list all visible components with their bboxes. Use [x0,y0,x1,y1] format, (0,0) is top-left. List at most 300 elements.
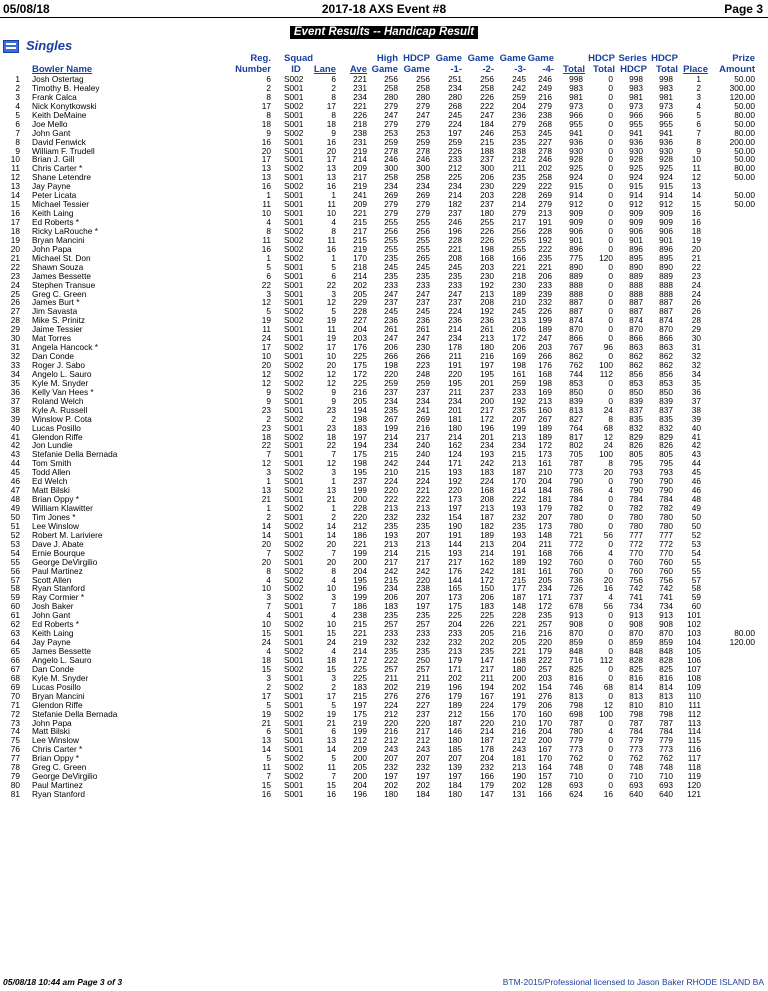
cell-series-hdcp: 825 [629,663,643,674]
cell-squad-id: S002 [284,762,304,773]
cell-reg-number: 14 [261,529,271,540]
cell-lane: 18 [326,431,336,442]
cell-total: 775 [569,252,583,263]
cell-place: 19 [691,234,701,245]
cell-series-hdcp: 640 [629,789,643,799]
table-icon [3,40,19,53]
cell-grand-total: 912 [659,199,673,210]
cell-hdcp-total: 12 [603,431,613,442]
cell-hdcp-total: 0 [608,476,613,487]
cell-game-1: 207 [448,753,462,764]
cell-squad-id: S001 [284,789,304,799]
cell-lane: 2 [331,681,336,692]
cell-game-2: 213 [480,333,494,344]
col-bowler-name: Bowler Name [32,64,93,75]
cell-high-game: 234 [384,395,398,406]
cell-series-hdcp: 798 [629,708,643,719]
cell-bowler-name: Kelly Van Hees * [32,386,94,397]
cell-game-4: 203 [538,342,552,353]
cell-series-hdcp: 837 [629,404,643,415]
cell-prize-amount: 50.00 [734,190,755,201]
cell-bowler-name: Tim Jones * [32,511,76,522]
cell-hdcp-game: 184 [416,789,430,799]
cell-rank: 78 [10,762,20,773]
cell-rank: 45 [10,467,20,478]
cell-game-2: 261 [480,324,494,335]
cell-hdcp-total: 0 [608,100,613,111]
cell-game-1: 235 [448,270,462,281]
cell-hdcp-game: 245 [416,306,430,317]
cell-grand-total: 896 [659,243,673,254]
cell-bowler-name: Paul Martinez [32,565,83,576]
cell-total: 767 [569,342,583,353]
cell-game-3: 187 [512,467,526,478]
cell-lane: 17 [326,342,336,353]
cell-squad-id: S001 [284,780,304,791]
cell-grand-total: 760 [659,556,673,567]
cell-rank: 60 [10,601,20,612]
cell-series-hdcp: 889 [629,270,643,281]
cell-series-hdcp: 710 [629,771,643,782]
cell-game-1: 220 [448,485,462,496]
cell-bowler-name: Jay Payne [32,181,71,192]
cell-grand-total: 756 [659,574,673,585]
cell-reg-number: 23 [261,404,271,415]
cell-average: 199 [353,485,367,496]
cell-total: 748 [569,762,583,773]
cell-series-hdcp: 790 [629,485,643,496]
cell-high-game: 235 [384,520,398,531]
cell-squad-id: S001 [284,699,304,710]
cell-high-game: 235 [384,404,398,415]
cell-lane: 1 [331,252,336,263]
cell-game-2: 192 [480,279,494,290]
cell-lane: 17 [326,100,336,111]
cell-game-4: 179 [538,503,552,513]
cell-high-game: 193 [384,529,398,540]
cell-grand-total: 814 [659,681,673,692]
cell-game-3: 190 [512,771,526,782]
cell-game-1: 196 [448,225,462,236]
cell-game-2: 189 [480,529,494,540]
cell-hdcp-total: 68 [603,422,613,433]
cell-bowler-name: Stefanie Della Bernada [32,449,118,460]
cell-game-4: 176 [538,360,552,370]
cell-hdcp-total: 0 [608,494,613,505]
cell-grand-total: 772 [659,538,673,549]
cell-grand-total: 835 [659,413,673,424]
cell-hdcp-game: 222 [416,494,430,505]
cell-game-1: 191 [448,529,462,540]
cell-game-3: 259 [512,377,526,388]
cell-hdcp-game: 217 [416,726,430,737]
cell-game-1: 191 [448,360,462,370]
cell-hdcp-game: 215 [416,547,430,558]
cell-series-hdcp: 895 [629,252,643,263]
cell-average: 221 [353,74,367,84]
cell-game-1: 171 [448,663,462,674]
cell-series-hdcp: 793 [629,467,643,478]
cell-lane: 14 [326,529,336,540]
cell-total: 874 [569,315,583,326]
cell-game-2: 237 [480,154,494,165]
cell-grand-total: 848 [659,646,673,656]
cell-prize-amount: 300.00 [729,82,755,93]
cell-reg-number: 3 [266,672,271,683]
cell-game-1: 224 [448,118,462,129]
cell-bowler-name: Scott Allen [32,574,72,585]
cell-series-hdcp: 915 [629,181,643,192]
cell-squad-id: S002 [284,753,304,764]
cell-hdcp-total: 0 [608,127,613,138]
cell-series-hdcp: 973 [629,100,643,111]
cell-hdcp-game: 219 [416,681,430,692]
cell-grand-total: 760 [659,565,673,576]
cell-hdcp-total: 120 [599,252,613,263]
cell-grand-total: 966 [659,109,673,120]
cell-hdcp-game: 259 [416,377,430,388]
cell-total: 827 [569,413,583,424]
cell-high-game: 214 [384,431,398,442]
cell-game-3: 170 [512,708,526,719]
cell-hdcp-total: 0 [608,780,613,791]
cell-reg-number: 8 [266,225,271,236]
cell-place: 46 [691,476,701,487]
cell-high-game: 255 [384,234,398,245]
cell-game-2: 182 [480,520,494,531]
cell-hdcp-game: 207 [416,592,430,603]
cell-hdcp-total: 0 [608,351,613,362]
cell-average: 221 [353,100,367,111]
cell-game-1: 202 [448,672,462,683]
cell-grand-total: 888 [659,288,673,299]
cell-bowler-name: Nick Konytkowski [32,100,97,111]
cell-lane: 10 [326,583,336,594]
cell-hdcp-game: 220 [416,574,430,585]
cell-game-3: 193 [512,529,526,540]
cell-game-4: 269 [538,190,552,201]
cell-squad-id: S002 [284,342,304,353]
cell-total: 786 [569,485,583,496]
cell-game-1: 251 [448,74,462,84]
cell-squad-id: S002 [284,503,304,513]
cell-hdcp-total: 0 [608,690,613,701]
cell-series-hdcp: 777 [629,529,643,540]
cell-game-4: 279 [538,199,552,210]
cell-game-1: 236 [448,315,462,326]
cell-squad-id: S001 [284,333,304,344]
cell-rank: 35 [10,377,20,388]
cell-average: 221 [353,538,367,549]
cell-grand-total: 889 [659,270,673,281]
cell-average: 212 [353,735,367,746]
cell-average: 198 [353,413,367,424]
cell-place: 114 [687,726,701,737]
cell-bowler-name: James Burt * [32,297,80,308]
footer-timestamp: 05/08/18 10:44 am Page 3 of 3 [3,977,123,987]
cell-lane: 11 [327,234,336,245]
cell-series-hdcp: 856 [629,368,643,379]
cell-average: 214 [353,646,367,656]
cell-place: 55 [691,556,701,567]
cell-rank: 68 [10,672,20,683]
cell-hdcp-total: 0 [608,145,613,156]
cell-squad-id: S001 [284,449,304,460]
cell-reg-number: 20 [261,556,271,567]
cell-average: 219 [353,181,367,192]
cell-bowler-name: Lucas Posillo [32,681,81,692]
cell-series-hdcp: 762 [629,753,643,764]
cell-total: 889 [569,270,583,281]
cell-grand-total: 870 [659,324,673,335]
cell-reg-number: 10 [261,619,271,630]
cell-place: 24 [691,279,701,290]
cell-place: 49 [691,503,701,513]
cell-hdcp-total: 0 [608,565,613,576]
cell-game-4: 213 [538,395,552,406]
cell-squad-id: S001 [284,199,304,210]
cell-game-1: 212 [448,163,462,174]
cell-hdcp-total: 0 [608,163,613,174]
cell-rank: 13 [10,181,20,192]
cell-rank: 61 [10,610,20,621]
cell-bowler-name: Angela Hancock * [32,342,98,353]
cell-hdcp-game: 280 [416,91,430,102]
cell-game-3: 215 [512,449,526,460]
cell-average: 205 [353,395,367,406]
cell-reg-number: 6 [266,270,271,281]
cell-hdcp-game: 247 [416,109,430,120]
cell-game-2: 206 [480,592,494,603]
cell-rank: 8 [15,136,20,147]
cell-game-4: 257 [538,663,552,674]
cell-place: 118 [687,762,701,773]
cell-squad-id: S001 [284,690,304,701]
cell-place: 22 [691,261,701,272]
cell-hdcp-game: 232 [416,511,430,522]
cell-place: 58 [691,583,701,594]
cell-game-3: 235 [512,404,526,415]
cell-bowler-name: Kyle A. Russell [32,404,88,415]
cell-grand-total: 909 [659,217,673,227]
cell-game-2: 168 [480,252,494,263]
cell-series-hdcp: 773 [629,744,643,755]
cell-game-2: 198 [480,243,494,254]
cell-lane: 4 [331,574,336,585]
cell-lane: 5 [331,699,336,710]
cell-grand-total: 853 [659,377,673,388]
cell-game-2: 184 [480,118,494,129]
cell-reg-number: 12 [261,458,271,469]
cell-game-1: 144 [448,574,462,585]
cell-average: 215 [353,217,367,227]
cell-high-game: 232 [384,637,398,648]
cell-hdcp-game: 300 [416,163,430,174]
cell-lane: 20 [326,360,336,370]
cell-total: 925 [569,163,583,174]
cell-high-game: 222 [384,494,398,505]
cell-game-2: 214 [480,547,494,558]
cell-reg-number: 10 [261,583,271,594]
cell-grand-total: 901 [659,234,673,245]
cell-series-hdcp: 936 [629,136,643,147]
cell-average: 214 [353,270,367,281]
cell-average: 219 [353,717,367,728]
cell-lane: 7 [331,601,336,612]
cell-average: 200 [353,771,367,782]
cell-game-1: 185 [448,744,462,755]
cell-grand-total: 973 [659,100,673,111]
cell-game-4: 157 [538,771,552,782]
cell-hdcp-total: 0 [608,297,613,308]
cell-series-hdcp: 826 [629,440,643,451]
cell-total: 790 [569,476,583,487]
cell-rank: 63 [10,628,20,639]
cell-average: 219 [353,637,367,648]
cell-game-4: 200 [538,735,552,746]
cell-hdcp-game: 235 [416,270,430,281]
cell-high-game: 215 [384,574,398,585]
cell-hdcp-game: 213 [416,503,430,513]
cell-game-2: 166 [480,771,494,782]
cell-total: 966 [569,109,583,120]
cell-hdcp-game: 234 [416,395,430,406]
cell-total: 737 [569,592,583,603]
cell-average: 172 [353,654,367,665]
cell-grand-total: 863 [659,342,673,353]
cell-game-3: 215 [512,574,526,585]
cell-rank: 10 [10,154,20,165]
cell-game-1: 195 [448,377,462,388]
cell-place: 28 [691,315,701,326]
cell-series-hdcp: 862 [629,360,643,370]
cell-series-hdcp: 930 [629,145,643,156]
cell-bowler-name: Chris Carter * [32,163,83,174]
cell-place: 59 [691,592,701,603]
cell-series-hdcp: 909 [629,217,643,227]
cell-game-4: 167 [538,744,552,755]
cell-lane: 12 [326,297,336,308]
cell-rank: 75 [10,735,20,746]
cell-series-hdcp: 772 [629,538,643,549]
results-table [0,75,768,799]
cell-total: 914 [569,190,583,201]
cell-squad-id: S001 [284,628,304,639]
cell-series-hdcp: 941 [629,127,643,138]
cell-rank: 52 [10,529,20,540]
cell-lane: 12 [326,377,336,388]
cell-game-3: 199 [512,422,526,433]
cell-hdcp-total: 24 [603,440,613,451]
cell-game-3: 213 [512,458,526,469]
cell-game-4: 279 [538,100,552,111]
cell-squad-id: S002 [284,163,304,174]
cell-lane: 6 [331,270,336,281]
cell-bowler-name: Kyle M. Snyder [32,377,89,388]
cell-bowler-name: Ray Cormier * [32,592,85,603]
cell-squad-id: S001 [284,610,304,621]
cell-high-game: 259 [384,377,398,388]
cell-lane: 20 [326,145,336,156]
cell-high-game: 276 [384,690,398,701]
cell-average: 204 [353,565,367,576]
cell-rank: 14 [10,190,20,201]
cell-lane: 10 [326,351,336,362]
cell-hdcp-total: 0 [608,172,613,183]
cell-hdcp-total: 0 [608,288,613,299]
cell-high-game: 253 [384,127,398,138]
cell-place: 42 [691,440,701,451]
cell-game-3: 216 [512,628,526,639]
cell-game-4: 202 [538,163,552,174]
cell-bowler-name: Jim Savasta [32,306,78,317]
cell-game-2: 205 [480,628,494,639]
cell-hdcp-game: 234 [416,181,430,192]
cell-game-3: 218 [512,270,526,281]
cell-reg-number: 12 [261,297,271,308]
cell-grand-total: 810 [659,699,673,710]
cell-game-2: 232 [480,762,494,773]
cell-hdcp-total: 0 [608,628,613,639]
cell-rank: 6 [15,118,20,129]
cell-grand-total: 913 [659,610,673,621]
cell-average: 225 [353,377,367,388]
cell-game-2: 247 [480,109,494,120]
cell-reg-number: 3 [266,592,271,603]
cell-high-game: 234 [384,181,398,192]
col-series-hdcp: Series HDCP [618,53,647,75]
cell-place: 39 [691,413,701,424]
cell-game-3: 217 [512,217,526,227]
cell-high-game: 258 [384,172,398,183]
cell-lane: 8 [331,565,336,576]
cell-squad-id: S001 [284,270,304,281]
cell-game-3: 193 [512,503,526,513]
cell-rank: 4 [15,100,20,111]
cell-average: 215 [353,234,367,245]
cell-reg-number: 21 [261,494,271,505]
cell-rank: 42 [10,440,20,451]
cell-hdcp-game: 236 [416,315,430,326]
cell-game-2: 180 [480,342,494,353]
cell-rank: 77 [10,753,20,764]
cell-series-hdcp: 813 [629,690,643,701]
cell-series-hdcp: 748 [629,762,643,773]
cell-average: 197 [353,699,367,710]
cell-game-4: 216 [538,91,552,102]
cell-game-3: 235 [512,520,526,531]
cell-high-game: 242 [384,565,398,576]
cell-grand-total: 793 [659,467,673,478]
cell-total: 998 [569,74,583,84]
cell-rank: 46 [10,476,20,487]
cell-game-1: 237 [448,208,462,219]
cell-game-1: 173 [448,494,462,505]
cell-reg-number: 7 [266,771,271,782]
cell-series-hdcp: 779 [629,735,643,746]
cell-squad-id: S001 [284,297,304,308]
cell-squad-id: S001 [284,217,304,227]
cell-game-4: 189 [538,431,552,442]
cell-hdcp-total: 24 [603,404,613,415]
cell-rank: 29 [10,324,20,335]
cell-high-game: 234 [384,583,398,594]
cell-series-hdcp: 874 [629,315,643,326]
cell-bowler-name: George DeVirgilio [32,556,98,567]
cell-squad-id: S001 [284,172,304,183]
cell-lane: 10 [326,619,336,630]
cell-prize-amount: 50.00 [734,154,755,165]
